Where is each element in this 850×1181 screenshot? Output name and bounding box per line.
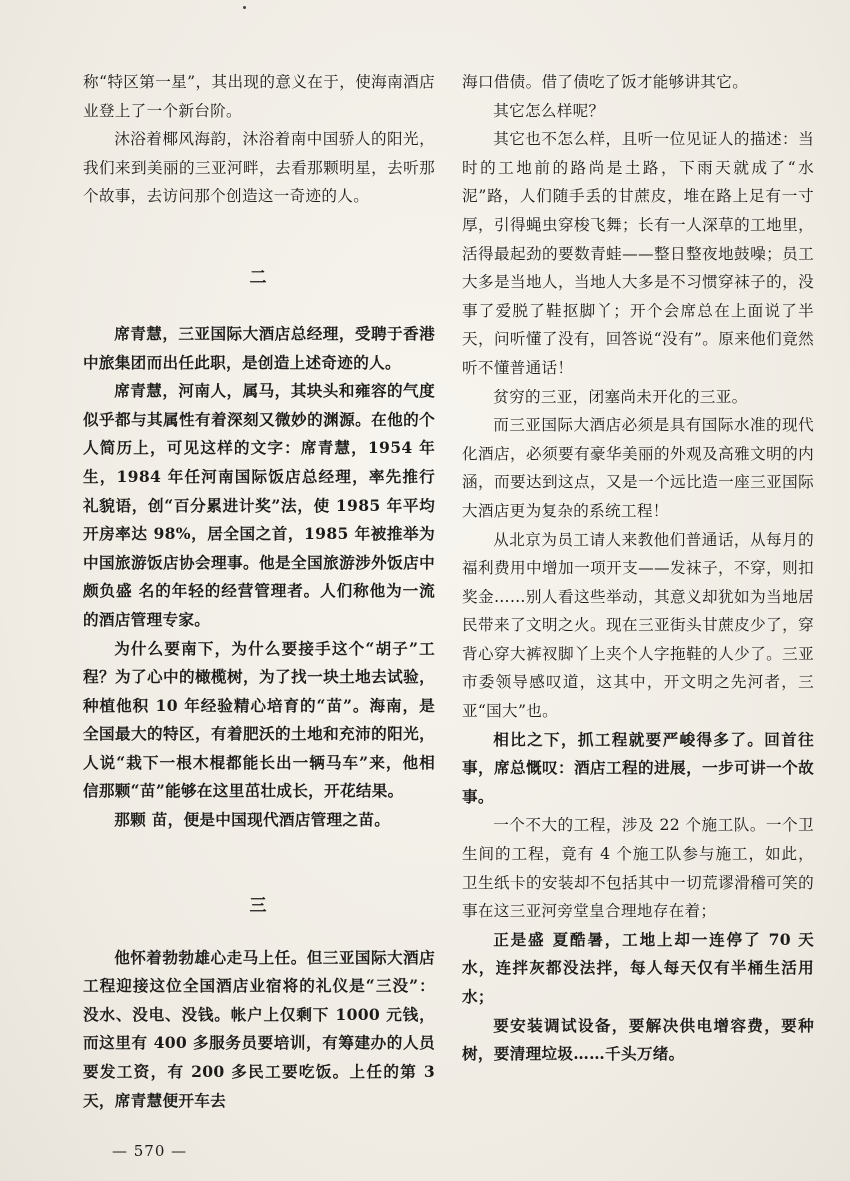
left-column [83, 68, 435, 1115]
paragraph: 海口借债。借了债吃了饭才能够讲其它。 [462, 73, 749, 91]
paragraph: 他怀着勃勃雄心走马上任。但三亚国际大酒店工程迎接这位全国酒店业宿将的礼仪是“三没”：没水、没电、没钱。帐户上仅剩下 1000 元钱，而这里有 400 多服务员要培训，有筹建办的人员要发工资，有 200 多民工要吃饭。上任的第 3 天，席青慧便开车去 [83, 947, 435, 1110]
paragraph: 席青慧，三亚国际大酒店总经理，受聘于香港中旅集团而出任此职，是创造上述奇迹的人。 [83, 323, 435, 372]
paragraph: 为什么要南下，为什么要接手这个“胡子”工程？为了心中的橄榄树，为了找一块土地去试验，种植他积 10 年经验精心培育的“苗”。海南，是全国最大的特区，有着肥沃的土地和充沛的阳光，人说“栽下一根木棍都能长出一辆马车”来，他相信那颗“苗”能够在这里茁壮成长，开花结果。 [83, 638, 435, 801]
paragraph: 其它也不怎么样，且听一位见证人的描述：当时的工地前的路尚是土路，下雨天就成了“水泥”路，人们随手丢的甘蔗皮，堆在路上足有一寸厚，引得蝇虫穿梭飞舞；长有一人深草的工地里，活得最起劲的要数青蛙——整日整夜地鼓噪；员工大多是当地人，当地人大多是不习惯穿袜子的，没事了爱脱了鞋抠脚丫；开个会席总在上面说了半天，问听懂了没有，回答说“没有”。原来他们竟然听不懂普通话！ [462, 130, 814, 377]
paragraph: 而三亚国际大酒店必须是具有国际水准的现代化酒店，必须要有豪华美丽的外观及高雅文明的内涵，而要达到这点，又是一个远比造一座三亚国际大酒店更为复杂的系统工程！ [462, 416, 814, 520]
paragraph: 那颗 苗，便是中国现代酒店管理之苗。 [114, 810, 391, 830]
paragraph: 从北京为员工请人来教他们普通话，从每月的福利费用中增加一项开支——发袜子，不穿，则扣奖金……别人看这些举动，其意义却犹如为当地居民带来了文明之火。现在三亚街头甘蔗皮少了，穿背心穿大裤衩脚丫上夹个人字拖鞋的人少了。三亚市委领导感叹道，这其中，开文明之先河者，三亚“国大”也。 [462, 530, 814, 721]
page-number: — 570 — [112, 1142, 188, 1160]
section-heading-three: 三 [249, 895, 269, 916]
paragraph: 正是盛 夏酷暑，工地上却一连停了 70 天水，连拌灰都没法拌，每人每天仅有半桶生活用水； [462, 929, 814, 1006]
paragraph: 其它怎么样呢？ [493, 101, 605, 120]
paragraph: 一个不大的工程，涉及 22 个施工队。一个卫生间的工程，竟有 4 个施工队参与施工，如此，卫生纸卡的安装却不包括其中一切荒谬滑稽可笑的事在这三亚河旁堂皇合理地存在着； [462, 816, 814, 921]
ink-speck [243, 6, 246, 9]
paragraph: 贫穷的三亚，闭塞尚未开化的三亚。 [493, 387, 748, 406]
paragraph: 称“特区第一星”，其出现的意义在于，使海南酒店业登上了一个新台阶。 [83, 73, 435, 120]
right-column [462, 68, 814, 1069]
paragraph: 席青慧，河南人，属马，其块头和雍容的气度似乎都与其属性有着深刻又微妙的渊源。在他的个人简历上，可见这样的文字：席青慧，1954 年生，1984 年任河南国际饭店总经理，率先推行礼貌语，创“百分累进计奖”法，使 1985 年平均开房率达 98%，居全国之首，1985 年被推举为中国旅游饭店协会理事。他是全国旅游涉外饭店中颇负盛 名的年轻的经营管理者。人们称他为一流的酒店管理专家。 [83, 381, 435, 629]
paragraph: 要安装调试设备，要解决供电增容费，要种树，要清理垃圾……千头万绪。 [462, 1015, 814, 1064]
section-heading-two: 二 [249, 267, 269, 288]
paragraph: 沐浴着椰风海韵，沐浴着南中国骄人的阳光，我们来到美丽的三亚河畔，去看那颗明星，去听那个故事，去访问那个创造这一奇迹的人。 [83, 130, 435, 206]
paragraph: 相比之下，抓工程就要严峻得多了。回首往事，席总慨叹：酒店工程的进展，一步可讲一个故事。 [462, 729, 814, 806]
